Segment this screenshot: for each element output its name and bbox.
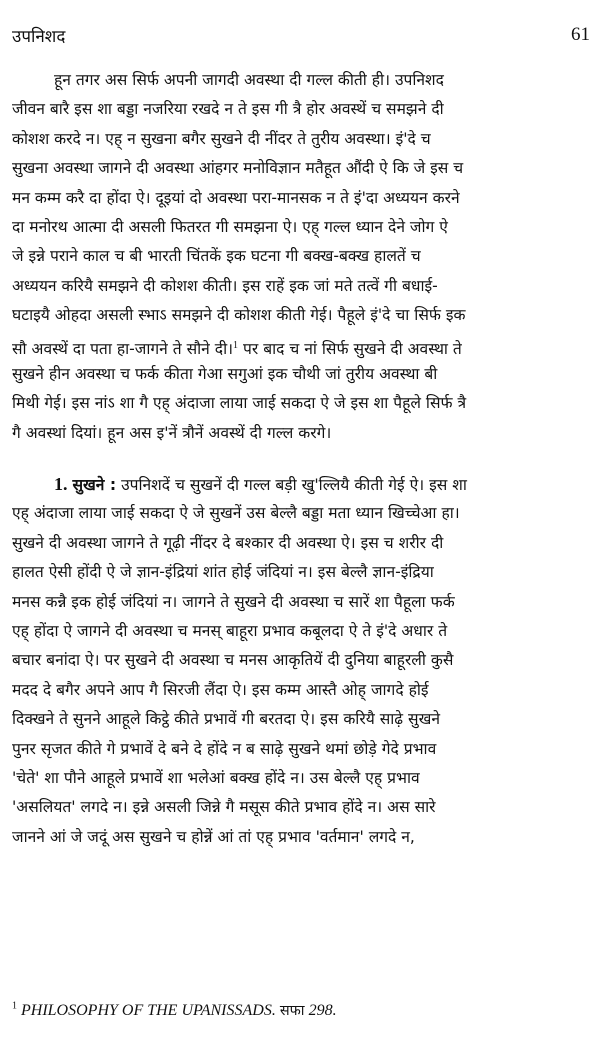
line-end: पर बाद च नां सिर्फ सुखने दी अवस्था ते — [243, 339, 462, 358]
running-title: उपनिशद — [12, 27, 66, 47]
text-line: मिथी गेई। इस नांऽ शा गै एह् अंदाजा लाया जाई सकदा ऐ जे इस शा पैहूले सिर्फ त्रै — [12, 394, 467, 413]
footnote-suffix: सफा — [279, 1003, 305, 1019]
line-start: सौ अवस्थें दा पता हा-जागने ते सौने दी। — [12, 339, 234, 358]
text-line: जानने आं जे जदूं अस सुखने च होन्नें आं तां एह् प्रभाव 'वर्तमान' लगदे न, — [12, 827, 415, 846]
text-line: कोशश करदे न। एह् न सुखना बगैर सुखने दी नींदर ते तुरीय अवस्था। इं'दे च — [12, 129, 431, 148]
footnote-marker: 1 — [233, 339, 239, 351]
page-header — [0, 24, 600, 54]
text-line — [12, 331, 590, 360]
text-line: मदद दे बगैर अपने आप गै सिरजी लैंदा ऐ। इस कम्म आस्तै ओह् जागदे होई — [12, 680, 429, 699]
text-line: दिक्खने ते सुनने आहूले किट्ठे कीते प्रभावें गी बरतदा ऐ। इस करियै साढ़े सुखने — [12, 710, 440, 729]
paragraph-2 — [12, 470, 590, 852]
body-text — [12, 66, 590, 852]
text-line: गै अवस्थां दियां। हून अस इ'नें त्रौनें अवस्थें दी गल्ल करगे। — [12, 423, 332, 442]
text-line: जे इन्ने पराने काल च बी भारती चिंतकें इक घटना गी बक्ख-बक्ख हालतें च — [12, 247, 421, 266]
footnote-page: 298. — [308, 1002, 337, 1019]
text-line: अध्ययन करियै समझने दी कोशश कीती। इस राहें इक जां मते तत्वें गी बधाई- — [12, 276, 438, 295]
text-line: मनस कन्नै इक होई जंदियां न। जागने ते सुखने दी अवस्था च सारें शा पैहूला फर्क — [12, 592, 455, 611]
footnote-number: 1 — [12, 1000, 17, 1012]
text-line: हालत ऐसी होंदी ऐ जे ज्ञान-इंद्रियां शांत होई जंदियां न। इस बेल्लै ज्ञान-इंद्रिया — [12, 563, 434, 582]
text-line: सुखना अवस्था जागने दी अवस्था आंहगर मनोविज्ञान मतैहूत औंदी ऐ कि जे इस च — [12, 159, 464, 178]
text-line: पुनर सृजत कीते गे प्रभावें दे बने दे होंदे न ब साढ़े सुखने थमां छोड़े गेदे प्रभाव — [12, 739, 437, 758]
text-line: सुखने दी अवस्था जागने ते गूढ़ी नींदर दे बश्कार दी अवस्था ऐ। इस च शरीर दी — [12, 533, 444, 552]
text-line: एह् होंदा ऐ जागने दी अवस्था च मनस् बाहूरा प्रभाव कबूलदा ऐ ते इं'दे अधार ते — [12, 622, 448, 641]
paragraph-gap — [12, 448, 590, 470]
text-line: हून तगर अस सिर्फ अपनी जागदी अवस्था दी गल्ल कीती ही। उपनिशद — [54, 71, 444, 89]
footnote — [12, 1000, 590, 1020]
text-line: बचार बनांदा ऐ। पर सुखने दी अवस्था च मनस आकृतियें दी दुनिया बाहूरली कुसै — [12, 651, 454, 670]
text-line: 'चेते' शा पौने आहूले प्रभावें शा भलेआं बक्ख होंदे न। उस बेल्लै एह् प्रभाव — [12, 768, 420, 787]
line-rest: उपनिशदें च सुखनें दी गल्ल बड़ी खु'ल्लियै कीती गेई ऐ। इस शा — [121, 476, 467, 495]
text-line: मन कम्म करै दा होंदा ऐ। दूइयां दो अवस्था परा-मानसक न ते इं'दा अध्ययन करने — [12, 188, 460, 207]
text-line — [12, 470, 590, 499]
footnote-title: PHILOSOPHY OF THE UPANISSADS. — [21, 1002, 276, 1019]
text-line: सुखने हीन अवस्था च फर्क कीता गेआ सगुआं इक चौथी जां तुरीय अवस्था बी — [12, 364, 438, 383]
paragraph-1 — [12, 66, 590, 448]
text-line: 'असलियत' लगदे न। इन्ने असली जिन्ने गै मसूस कीते प्रभाव होंदे न। अस सारे — [12, 798, 436, 817]
text-line: दा मनोरथ आत्मा दी असली फितरत गी समझना ऐ। एह् गल्ल ध्यान देने जोग ऐ — [12, 217, 448, 236]
text-line: जीवन बारै इस शा बड्डा नजरिया रखदे न ते इस गी त्रै होर अवस्थें च समझने दी — [12, 100, 444, 119]
text-line: एह् अंदाजा लाया जाई सकदा ऐ जे सुखनें उस बेल्लै बड्डा मता ध्यान खिच्चेआ हा। — [12, 504, 460, 523]
section-number: 1. — [54, 474, 68, 495]
text-line: घटाइयै ओहदा असली स्भाऽ समझने दी कोशश कीती गेई। पैहूले इं'दे चा सिर्फ इक — [12, 306, 466, 325]
page-number: 61 — [571, 24, 590, 45]
section-heading: सुखने : — [72, 476, 117, 495]
